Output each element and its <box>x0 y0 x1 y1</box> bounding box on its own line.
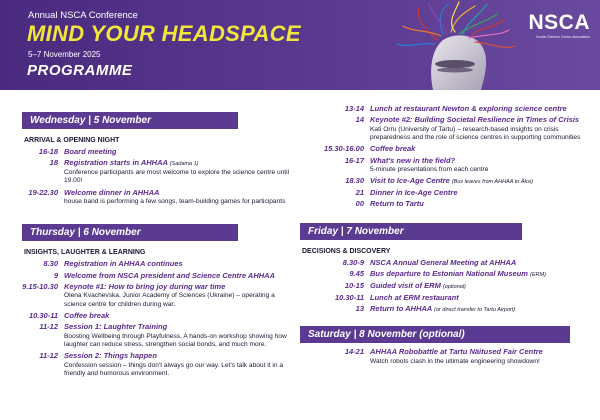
event-title: Bus departure to Estonian National Museum <box>370 269 528 279</box>
day-banner-saturday-label: Saturday | 8 November <box>308 329 417 341</box>
event-time: 00 <box>355 199 364 209</box>
event-row <box>300 347 590 366</box>
event-time: 16-18 <box>38 147 58 156</box>
event-description: Conference participants are most welcome to explore the science centre until 19.00! <box>64 169 290 185</box>
section-heading: ARRIVAL & OPENING NIGHT <box>24 137 120 144</box>
event-time: 9 <box>53 270 58 280</box>
event-time: 10-15 <box>344 281 364 291</box>
event-time: 8.30 <box>43 259 58 269</box>
event-row <box>300 176 590 186</box>
event-title: Board meeting <box>64 147 117 156</box>
conference-dates: 5–7 November 2025 <box>28 50 101 59</box>
event-title: Registration starts in AHHAA <box>64 158 168 168</box>
event-row <box>300 269 590 279</box>
event-title: Coffee break <box>370 144 416 154</box>
event-time: 8.30-9 <box>342 257 364 267</box>
event-title: Keynote #1: How to bring joy during war time <box>64 282 226 292</box>
event-time: 21 <box>355 188 364 198</box>
nsca-logo <box>528 12 590 39</box>
event-note: (ERM) <box>530 272 546 279</box>
event-row <box>300 281 590 291</box>
event-time: 18.30 <box>345 176 364 186</box>
event-row <box>300 258 590 267</box>
event-title: Registration in AHHAA continues <box>64 259 183 269</box>
logo-text: NSCA <box>528 11 590 34</box>
right-column <box>300 104 590 368</box>
event-description: Watch robots clash in the ultimate engineering showdown! <box>370 357 540 365</box>
logo-subtitle: Nordic Science Centre Association <box>536 35 590 39</box>
event-time: 10.30-11 <box>334 292 364 302</box>
event-time: 10.30-11 <box>28 310 58 320</box>
event-row <box>22 351 290 378</box>
event-description: Boosting Wellbeing through Playfulness. A hands-on workshop showing how laughter can reduce stress, strengthen social bonds, and much more. <box>64 332 287 348</box>
event-title: Welcome from NSCA president and Science Centre AHHAA <box>64 270 276 280</box>
event-title: Lunch at ERM restaurant <box>370 292 459 302</box>
event-title: AHHAA Robobattle at Tartu Näitused Fair Centre <box>370 347 543 357</box>
event-row <box>22 259 290 268</box>
page-title: MIND YOUR HEADSPACE <box>27 21 301 46</box>
event-time: 9.45 <box>349 269 364 279</box>
event-row <box>300 304 590 314</box>
programme-heading: PROGRAMME <box>27 62 133 79</box>
event-title: Guided visit of ERM <box>370 281 441 291</box>
event-row <box>22 322 290 349</box>
event-title: Session 1: Laughter Training <box>64 322 168 332</box>
conference-name: Annual NSCA Conference <box>28 10 138 21</box>
event-row <box>22 282 290 309</box>
day-banner-saturday <box>300 326 570 343</box>
event-title: Session 2: Things happen <box>64 351 157 361</box>
day-banner-wednesday: Wednesday | 5 November <box>22 112 238 129</box>
left-column <box>22 96 290 380</box>
event-title: What's new in the field? <box>370 155 456 165</box>
event-row <box>22 158 290 185</box>
event-time: 16-17 <box>344 155 364 165</box>
event-time: 14 <box>355 115 364 125</box>
event-row <box>300 104 590 113</box>
event-description: Olena Kvachevska, Junior Academy of Sciences (Ukraine) – operating a science centre for children during war. <box>64 292 275 308</box>
event-time: 15.30-16.00 <box>323 144 364 154</box>
event-title: Visit to Ice-Age Centre <box>370 176 450 186</box>
section-heading: INSIGHTS, LAUGHTER & LEARNING <box>24 249 146 257</box>
event-note: (Bus leaves from AHHAA to Äksi) <box>451 179 534 186</box>
event-note: (or direct transfer to Tartu Airport) <box>434 307 516 314</box>
header-banner <box>0 0 600 90</box>
event-time: 11-12 <box>39 322 58 332</box>
event-time: 13-14 <box>344 104 364 113</box>
event-time: 11-12 <box>39 351 58 361</box>
event-row <box>22 271 290 280</box>
event-row <box>300 188 590 197</box>
event-title: Return to Tartu <box>370 199 424 209</box>
event-description: house band is performing a few songs, team-building games for participants <box>64 198 286 206</box>
event-note: (optional) <box>442 284 466 291</box>
event-title: Coffee break <box>64 310 110 320</box>
event-row <box>22 147 290 156</box>
event-time: 13 <box>355 304 364 314</box>
event-time: 18 <box>49 158 58 168</box>
event-description: Confession session – things don't always go our way. Let's talk about it in a friendly and humorous environment. <box>64 361 284 377</box>
day-banner-thursday: Thursday | 6 November <box>22 224 238 241</box>
event-title: Lunch at restaurant Newton & exploring science centre <box>370 104 567 113</box>
day-banner-friday: Friday | 7 November <box>300 223 522 240</box>
event-title: Dinner in Ice-Age Centre <box>370 188 458 198</box>
event-title: Keynote #2: Building Societal Resilience in Times of Crisis <box>370 115 580 125</box>
section-heading: DECISIONS & DISCOVERY <box>302 247 391 255</box>
event-row <box>300 199 590 208</box>
event-time: 9.15-10.30 <box>22 282 58 292</box>
event-note: (Sadama 1) <box>169 161 199 168</box>
event-row <box>300 115 590 142</box>
event-time: 19-22.30 <box>28 187 58 197</box>
event-title: NSCA Annual General Meeting at AHHAA <box>370 257 517 267</box>
event-row <box>22 188 290 207</box>
event-description: Kati Orru (University of Tartu) – research-based insights on crisis preparedness and the role of science centres in supporting communities <box>370 125 581 141</box>
event-title: Welcome dinner in AHHAA <box>64 187 160 197</box>
event-row <box>300 156 590 175</box>
event-row <box>300 144 590 153</box>
event-description: 5-minute presentations from each centre <box>370 165 489 173</box>
head-wires-illustration-icon <box>385 0 525 90</box>
event-row <box>300 293 590 302</box>
event-time: 14-21 <box>344 347 364 357</box>
optional-label: (optional) <box>419 329 465 341</box>
event-title: Return to AHHAA <box>370 304 432 314</box>
event-row <box>22 311 290 320</box>
